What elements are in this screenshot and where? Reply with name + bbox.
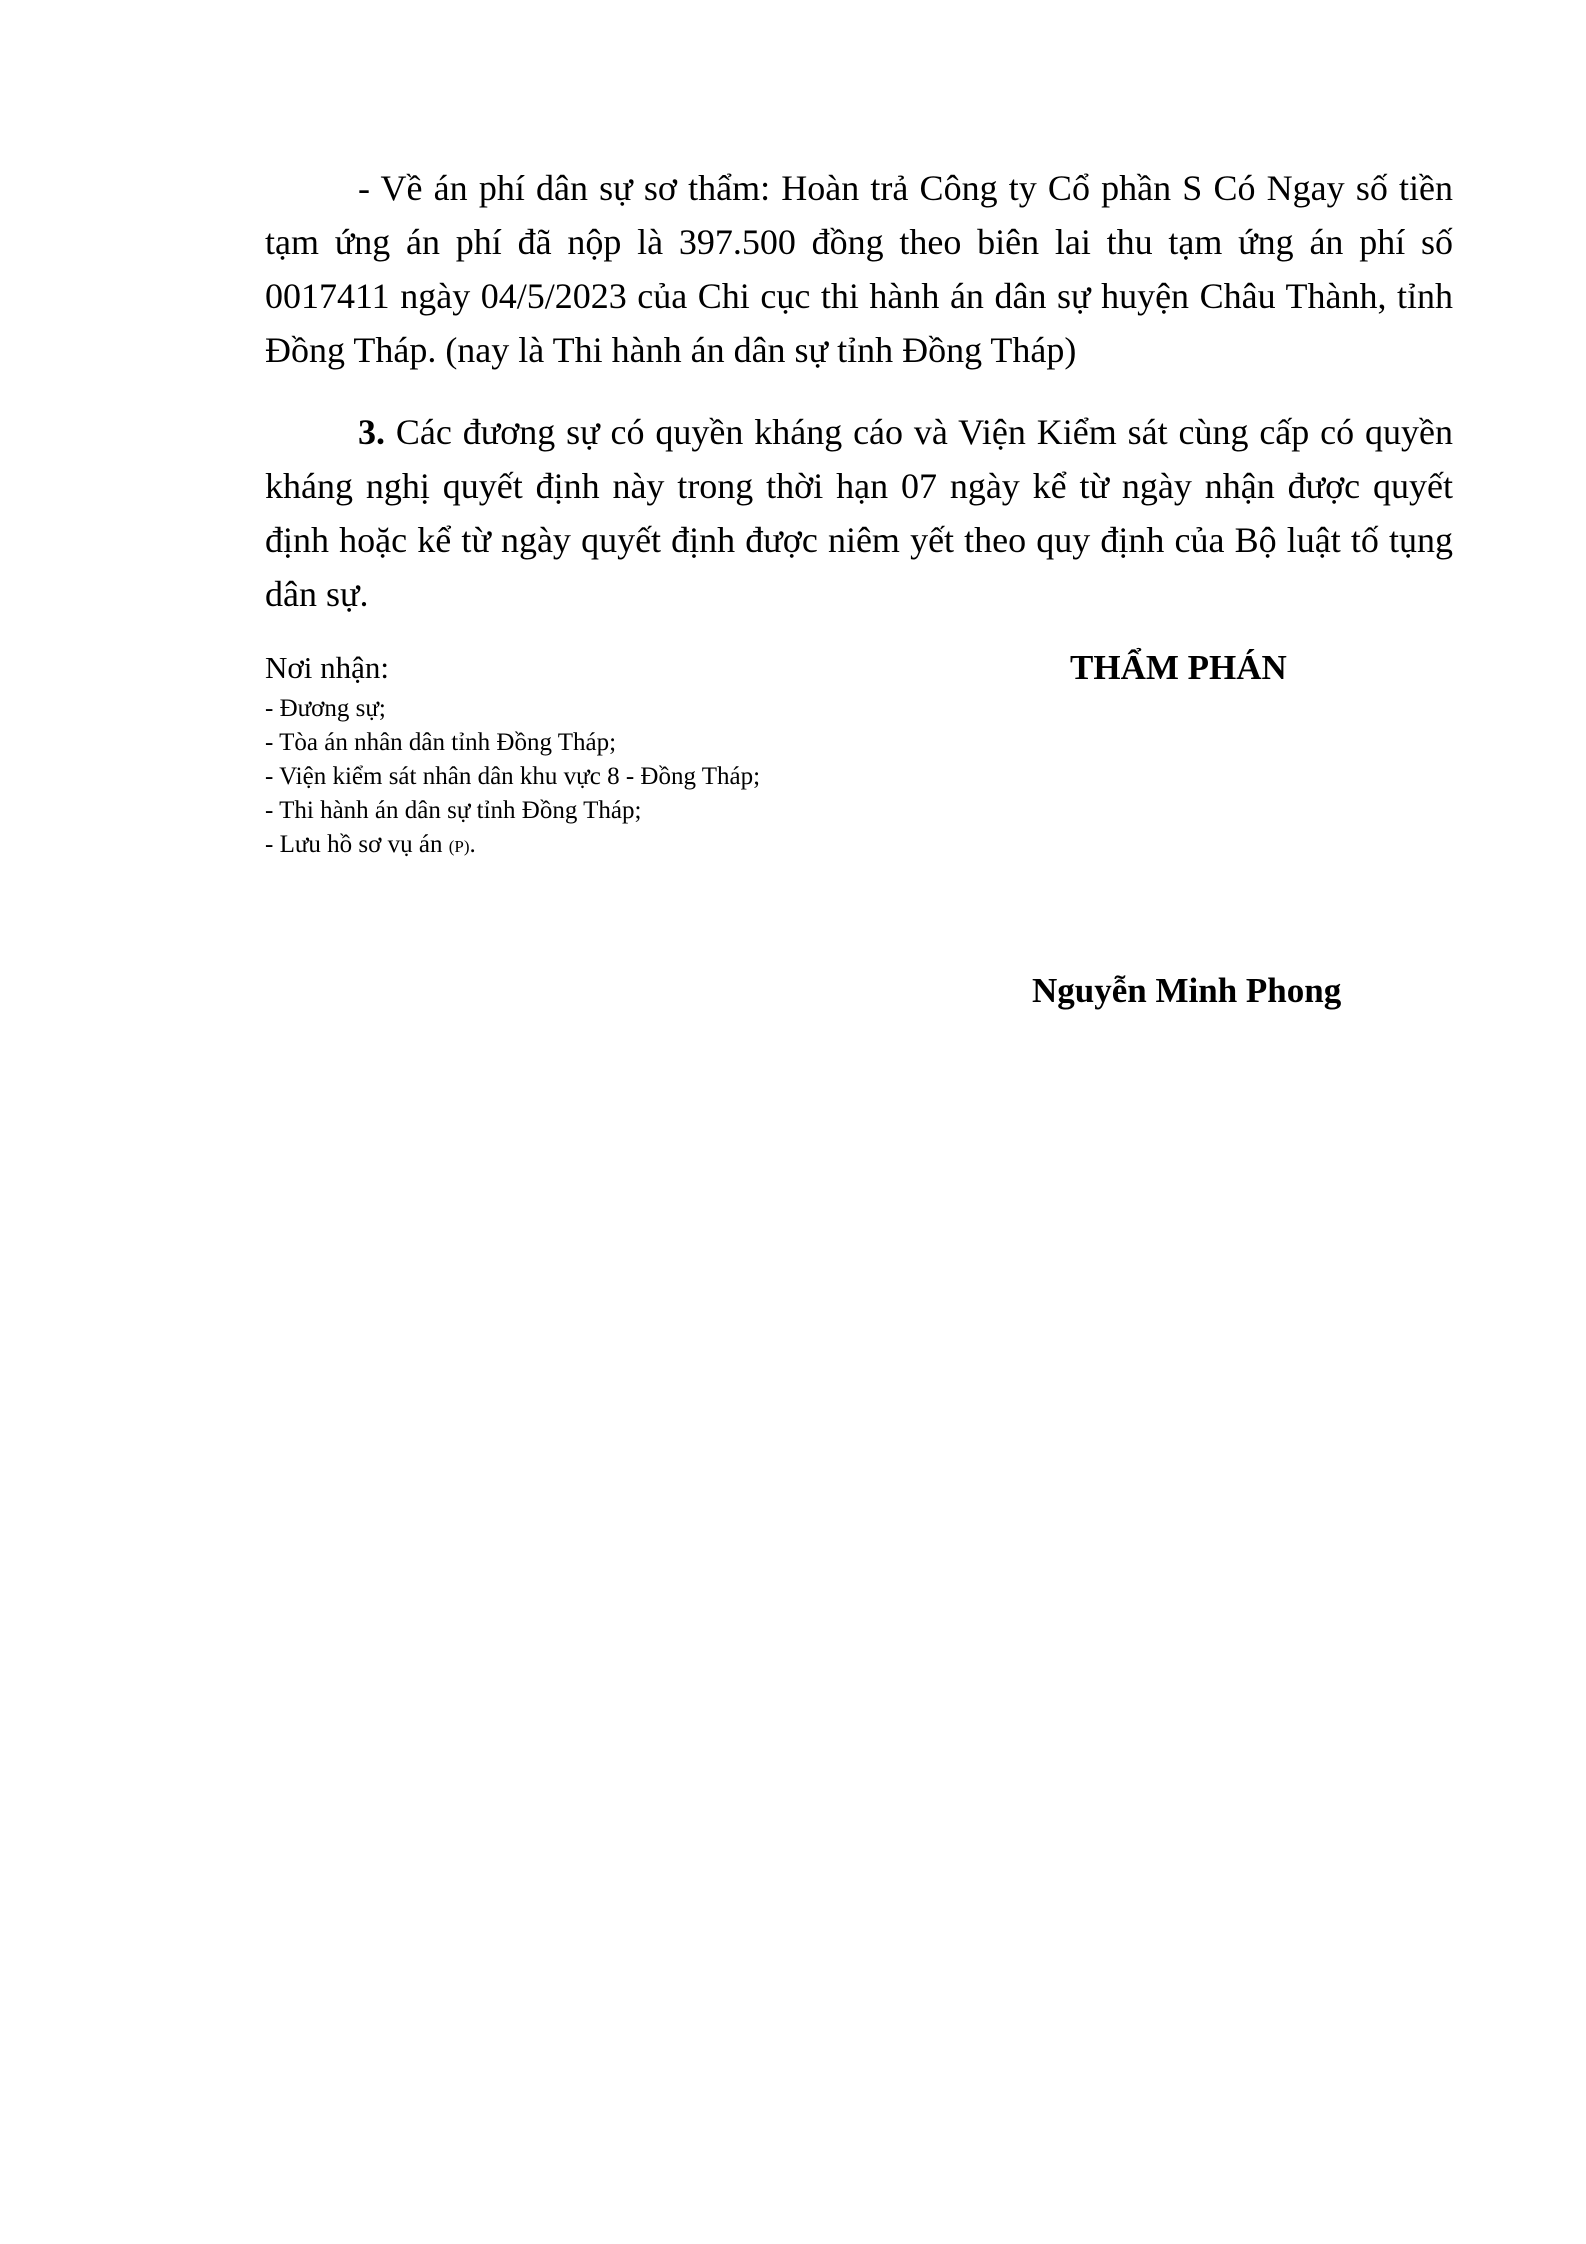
recipients-list <box>265 692 885 864</box>
signer-title: THẨM PHÁN <box>1070 648 1287 687</box>
paragraph-appeal-text: Các đương sự có quyền kháng cáo và Viện Kiểm sát cùng cấp có quyền kháng nghị quyết định này trong thời hạn 07 ngày kể từ ngày nhận được quyết định hoặc kể từ ngày quyết định được niêm yết theo quy định của Bộ luật tố tụng dân sự. <box>265 412 1453 614</box>
recipient-item: - Đương sự; <box>265 695 386 722</box>
recipient-item: - Tòa án nhân dân tỉnh Đồng Tháp; <box>265 729 617 756</box>
recipient-item: - Viện kiểm sát nhân dân khu vực 8 - Đồng Tháp; <box>265 763 761 790</box>
signer-name: Nguyễn Minh Phong <box>1032 971 1342 1010</box>
recipient-archive-text: - Lưu hồ sơ vụ án <box>265 831 449 858</box>
recipient-archive-end: . <box>469 831 476 858</box>
recipients-title: Nơi nhận: <box>265 650 390 685</box>
paragraph-appeal-rights <box>265 405 1453 621</box>
recipient-item-archive <box>265 828 885 864</box>
paragraph-court-fee: - Về án phí dân sự sơ thẩm: Hoàn trả Công ty Cổ phần S Có Ngay số tiền tạm ứng án phí đã nộp là 397.500 đồng theo biên lai thu tạm ứng án phí số 0017411 ngày 04/5/2023 của Chi cục thi hành án dân sự huyện Châu Thành, tỉnh Đồng Tháp. (nay là Thi hành án dân sự tỉnh Đồng Tháp) <box>265 168 1453 370</box>
recipient-item: - Thi hành án dân sự tỉnh Đồng Tháp; <box>265 797 642 824</box>
paragraph-number: 3. <box>358 412 385 452</box>
recipient-archive-code: (P) <box>448 837 470 856</box>
recipients-block <box>265 650 885 864</box>
